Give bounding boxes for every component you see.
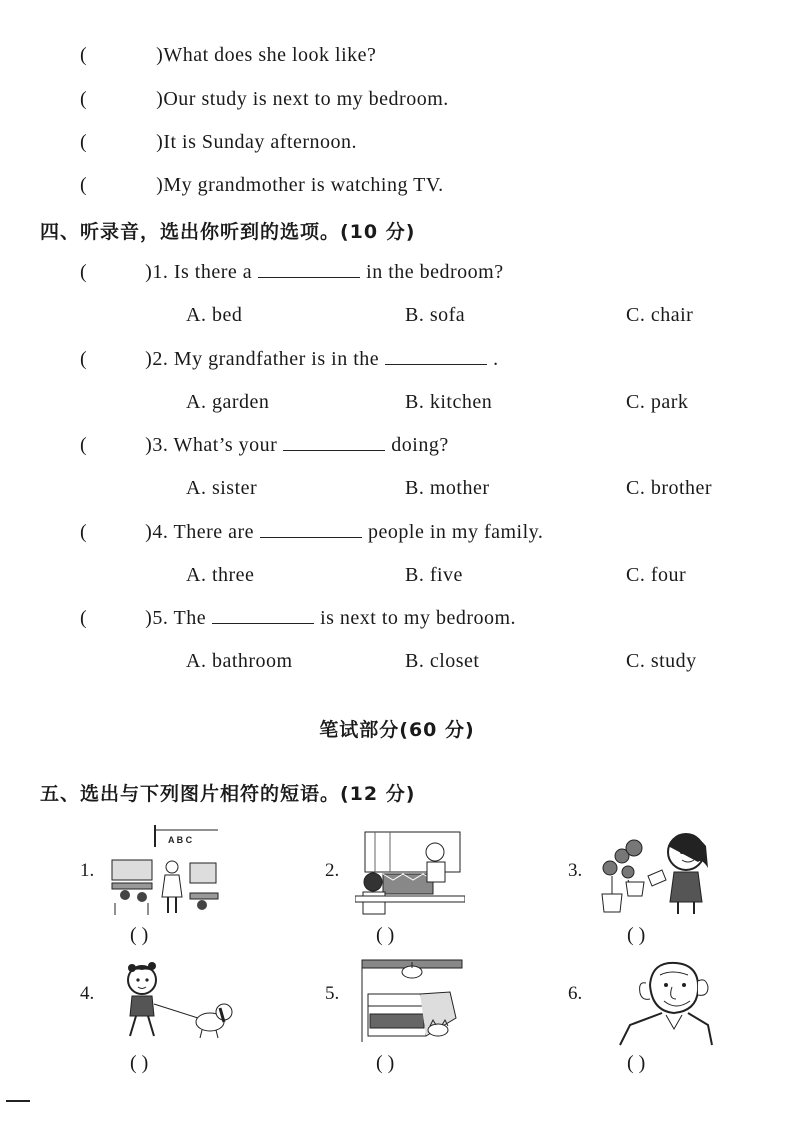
option-a[interactable]: A. three [186, 564, 255, 586]
chess-picture [355, 830, 465, 916]
option-c[interactable]: C. chair [626, 304, 694, 326]
option-b[interactable]: B. mother [405, 477, 490, 499]
classroom-picture [110, 825, 220, 915]
option-c[interactable]: C. brother [626, 477, 713, 499]
question-row: ( )1. Is there a in the bedroom? [80, 261, 504, 283]
written-part-title: 笔试部分(60 分) [319, 719, 475, 741]
option-a[interactable]: A. garden [186, 391, 270, 413]
fill-blank [385, 348, 487, 365]
picture-number: 3. [568, 860, 583, 881]
answer-paren[interactable]: ( ) [627, 1052, 646, 1074]
answer-paren[interactable]: ( ) [130, 1052, 149, 1074]
answer-paren[interactable]: ( [80, 434, 88, 456]
fill-blank [260, 521, 362, 538]
option-c[interactable]: C. study [626, 650, 697, 672]
option-a[interactable]: A. bed [186, 304, 243, 326]
option-b[interactable]: B. sofa [405, 304, 466, 326]
match-item: ( )My grandmother is watching TV. [80, 174, 444, 196]
answer-paren[interactable]: ( [80, 348, 88, 370]
answer-paren[interactable]: ( ) [376, 924, 395, 946]
section4-heading: 四、听录音，选出你听到的选项。(10 分) [40, 221, 416, 243]
answer-paren[interactable]: ( ) [130, 924, 149, 946]
picture-number: 1. [80, 860, 95, 881]
question-row: ( )4. There are people in my family. [80, 521, 544, 543]
answer-paren[interactable]: ( [80, 521, 88, 543]
picture-number: 5. [325, 983, 340, 1004]
option-b[interactable]: B. closet [405, 650, 480, 672]
option-b[interactable]: B. kitchen [405, 391, 493, 413]
answer-paren[interactable]: ( ) [376, 1052, 395, 1074]
walking-dog-picture [110, 960, 235, 1040]
board-text: A B C [168, 835, 193, 845]
answer-paren[interactable]: ( [80, 261, 88, 283]
match-text: What does she look like? [163, 44, 377, 66]
answer-paren[interactable]: ( ) [627, 924, 646, 946]
question-row: ( )5. The is next to my bedroom. [80, 607, 517, 629]
question-row: ( )3. What’s your doing? [80, 434, 449, 456]
picture-number: 2. [325, 860, 340, 881]
answer-paren-open[interactable]: ( [80, 131, 88, 153]
section5-heading: 五、选出与下列图片相符的短语。(12 分) [40, 783, 416, 805]
page-mark [6, 1100, 30, 1102]
fill-blank [212, 607, 314, 624]
option-a[interactable]: A. bathroom [186, 650, 293, 672]
match-text: My grandmother is watching TV. [163, 174, 444, 196]
fill-blank [258, 261, 360, 278]
answer-paren-open[interactable]: ( [80, 174, 88, 196]
option-c[interactable]: C. four [626, 564, 687, 586]
answer-paren-open[interactable]: ( [80, 88, 88, 110]
answer-paren-open[interactable]: ( [80, 44, 88, 66]
fill-blank [283, 434, 385, 451]
picture-number: 6. [568, 983, 583, 1004]
match-text: It is Sunday afternoon. [163, 131, 358, 153]
option-a[interactable]: A. sister [186, 477, 258, 499]
match-item: ( )Our study is next to my bedroom. [80, 88, 449, 110]
question-row: ( )2. My grandfather is in the . [80, 348, 499, 370]
grandfather-picture [610, 955, 715, 1047]
match-text: Our study is next to my bedroom. [163, 88, 449, 110]
picture-number: 4. [80, 983, 95, 1004]
answer-paren[interactable]: ( [80, 607, 88, 629]
match-item: ( )What does she look like? [80, 44, 377, 66]
match-item: ( )It is Sunday afternoon. [80, 131, 358, 153]
option-b[interactable]: B. five [405, 564, 463, 586]
watering-flowers-picture [598, 828, 728, 916]
option-c[interactable]: C. park [626, 391, 689, 413]
bedroom-cat-picture [360, 958, 465, 1044]
